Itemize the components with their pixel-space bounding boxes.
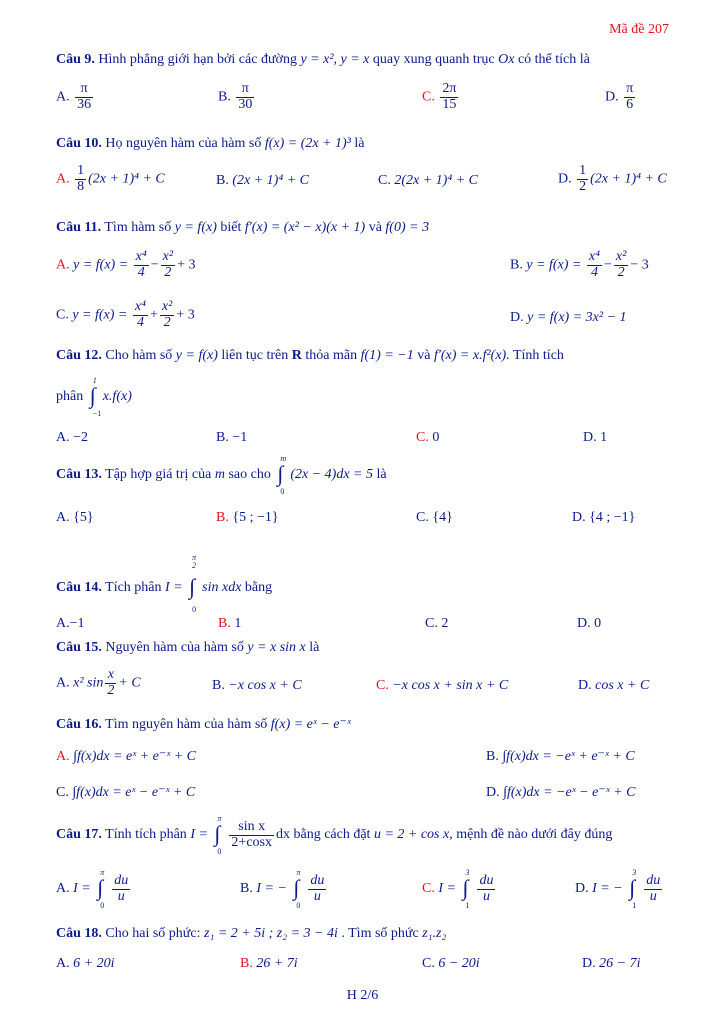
question-number: Câu 12. xyxy=(56,348,102,363)
exam-code: Mã đề 207 xyxy=(609,22,669,37)
q18-option-c[interactable]: C. 6 − 20i xyxy=(422,956,480,971)
q13-option-a[interactable]: A. {5} xyxy=(56,510,94,525)
question-10: Câu 10. Họ nguyên hàm của hàm số f(x) = (2x + 1)³ là xyxy=(56,136,365,151)
q16-option-a[interactable]: A. ∫f(x)dx = eˣ + e⁻ˣ + C xyxy=(56,749,197,764)
q12-option-b[interactable]: B. −1 xyxy=(216,430,248,445)
q13-option-b[interactable]: B. {5 ; −1} xyxy=(216,510,279,525)
q13-option-c[interactable]: C. {4} xyxy=(416,510,453,525)
integral-sign: π 2 ∫ 0 xyxy=(189,553,197,614)
question-11: Câu 11. Tìm hàm số y = f(x) biết f′(x) = (x² − x)(x + 1) và f(0) = 3 xyxy=(56,220,430,235)
q9-option-c[interactable]: C. $\frac{2\pi}{15}$ xyxy=(422,81,457,112)
q10-option-a[interactable]: A. $\frac{1}{8}$ (2x + 1)⁴ + C xyxy=(56,163,165,194)
q10-option-b[interactable]: B. (2x + 1)⁴ + C xyxy=(216,173,309,188)
q11-option-d[interactable]: D. y = f(x) = 3x² − 1 xyxy=(510,310,627,325)
q16-option-c[interactable]: C. ∫f(x)dx = eˣ − e⁻ˣ + C xyxy=(56,785,196,800)
question-number: Câu 17. xyxy=(56,827,102,843)
q17-option-d[interactable]: D. I = − 3 ∫ 1 $\frac{du}{u}$ xyxy=(575,868,661,910)
question-number: Câu 10. xyxy=(56,136,102,151)
q17-option-c[interactable]: C. I = 3 ∫ 1 $\frac{du}{u}$ xyxy=(422,868,494,910)
q10-option-d[interactable]: D. $\frac{1}{2}$ (2x + 1)⁴ + C xyxy=(558,163,667,194)
question-13: Câu 13. Tập hợp giá trị của m sao cho m ∫ 0 (2x − 4)dx = 5 là xyxy=(56,454,387,496)
q9-option-a[interactable]: A. $\frac{\pi}{36}$ xyxy=(56,81,92,112)
q16-option-b[interactable]: B. ∫f(x)dx = −eˣ + e⁻ˣ + C xyxy=(486,749,635,764)
question-12-line-2: phân 1 ∫ −1 x.f(x) xyxy=(56,376,132,418)
question-14: Câu 14. Tích phân I = π 2 ∫ 0 sin xdx bằng xyxy=(56,553,273,614)
question-12: Câu 12. Cho hàm số y = f(x) liên tục trên R thỏa mãn f(1) = −1 và f′(x) = x.f²(x). Tính tích xyxy=(56,348,564,363)
integral-sign: 3 ∫ 1 xyxy=(462,868,470,910)
integral-sign: π ∫ 0 xyxy=(214,814,222,856)
integral-sign: π ∫ 0 xyxy=(97,868,105,910)
q11-option-b[interactable]: B. y = f(x) = $\frac{\text{x⁴}}{4}$ − $\frac{\text{x²}}{2}$ − 3 xyxy=(510,249,649,280)
question-17: Câu 17. Tính tích phân I = π ∫ 0 $\frac{\text{sin x}}{2+\cos x}$ dx bằng cách đặt u = 2 + cos x, mệnh đề nào dưới đây đúng xyxy=(56,814,613,856)
integral-sign: 3 ∫ 1 xyxy=(629,868,637,910)
q11-option-a[interactable]: A. y = f(x) = $\frac{\text{x⁴}}{4}$ − $\frac{\text{x²}}{2}$ + 3 xyxy=(56,249,196,280)
question-number: Câu 15. xyxy=(56,640,102,655)
q12-option-a[interactable]: A. −2 xyxy=(56,430,89,445)
question-number: Câu 18. xyxy=(56,926,102,941)
q14-option-a[interactable]: A.−1 xyxy=(56,616,85,631)
q14-option-b[interactable]: B. 1 xyxy=(218,616,242,631)
q18-option-a[interactable]: A. 6 + 20i xyxy=(56,956,115,971)
page-number: H 2/6 xyxy=(346,988,379,1003)
question-9: Câu 9. Hình phẳng giới hạn bởi các đường y = x², y = x quay xung quanh trục Ox có thể tích là xyxy=(56,52,590,67)
q15-option-a[interactable]: A. x² sin $\frac{x}{2}$ + C xyxy=(56,667,141,698)
question-16: Câu 16. Tìm nguyên hàm của hàm số f(x) = eˣ − e⁻ˣ xyxy=(56,717,351,732)
q11-option-c[interactable]: C. y = f(x) = $\frac{\text{x⁴}}{4}$ + $\frac{\text{x²}}{2}$ + 3 xyxy=(56,299,195,330)
integral-sign: π ∫ 0 xyxy=(293,868,301,910)
q14-option-d[interactable]: D. 0 xyxy=(577,616,602,631)
question-number: Câu 9. xyxy=(56,52,95,67)
question-number: Câu 11. xyxy=(56,220,102,235)
integral-sign: m ∫ 0 xyxy=(277,454,287,496)
question-18: Câu 18. Cho hai số phức: z₁ = 2 + 5i ; z₂ = 3 − 4i . Tìm số phức z₁.z₂ xyxy=(56,926,447,941)
q12-option-d[interactable]: D. 1 xyxy=(583,430,608,445)
q17-option-a[interactable]: A. I = π ∫ 0 $\frac{du}{u}$ xyxy=(56,868,129,910)
q15-option-b[interactable]: B. −x cos x + C xyxy=(212,678,302,693)
q9-option-d[interactable]: D. $\frac{\pi}{6}$ xyxy=(605,81,634,112)
q18-option-d[interactable]: D. 26 − 7i xyxy=(582,956,641,971)
q12-option-c[interactable]: C. 0 xyxy=(416,430,440,445)
q17-option-b[interactable]: B. I = − π ∫ 0 $\frac{du}{u}$ xyxy=(240,868,325,910)
question-number: Câu 16. xyxy=(56,717,102,732)
q18-option-b[interactable]: B. 26 + 7i xyxy=(240,956,298,971)
question-number: Câu 13. xyxy=(56,467,102,483)
q13-option-d[interactable]: D. {4 ; −1} xyxy=(572,510,636,525)
q16-option-d[interactable]: D. ∫f(x)dx = −eˣ − e⁻ˣ + C xyxy=(486,785,636,800)
question-number: Câu 14. xyxy=(56,580,102,596)
q9-option-b[interactable]: B. $\frac{\pi}{30}$ xyxy=(218,81,253,112)
q15-option-c[interactable]: C. −x cos x + sin x + C xyxy=(376,678,509,693)
q15-option-d[interactable]: D. cos x + C xyxy=(578,678,650,693)
q14-option-c[interactable]: C. 2 xyxy=(425,616,449,631)
question-15: Câu 15. Nguyên hàm của hàm số y = x sin x là xyxy=(56,640,320,655)
integral-sign: 1 ∫ −1 xyxy=(89,376,102,418)
q10-option-c[interactable]: C. 2(2x + 1)⁴ + C xyxy=(378,173,478,188)
